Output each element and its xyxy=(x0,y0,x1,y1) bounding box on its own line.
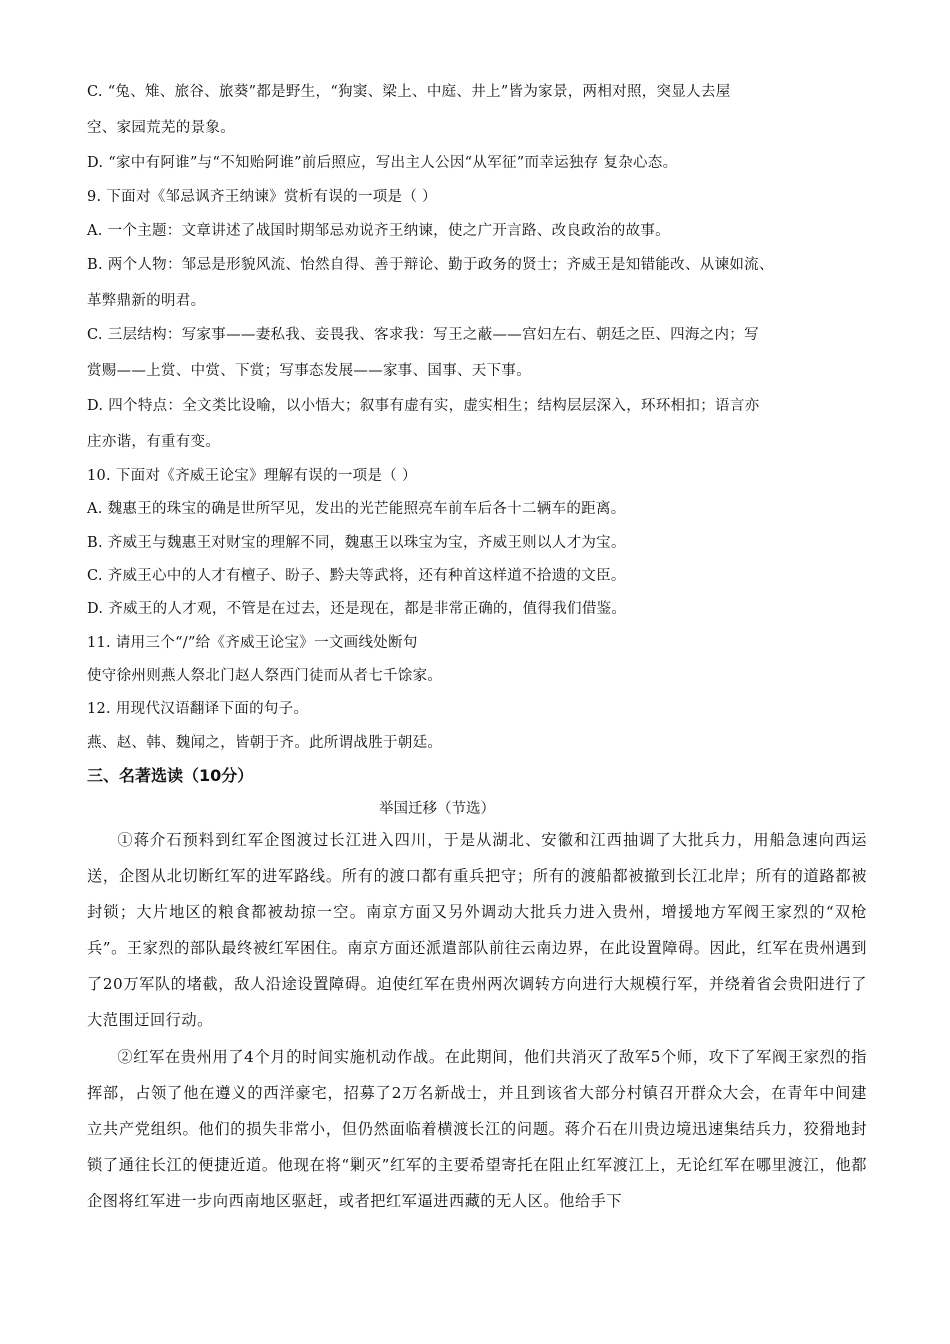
q10-stem: 10. 下面对《齐威王论宝》理解有误的一项是（ ） xyxy=(87,468,417,484)
q9-option-b-line1: B. 两个人物：邹忌是形貌风流、怡然自得、善于辩论、勤于政务的贤士；齐威王是知错能改、从谏如流、 xyxy=(87,257,774,273)
q10-option-d: D. 齐威王的人才观，不管是在过去，还是现在，都是非常正确的，值得我们借鉴。 xyxy=(87,601,627,617)
q11-text: 使守徐州则燕人祭北门赵人祭西门徒而从者七千馀家。 xyxy=(87,668,443,684)
q10-option-b: B. 齐威王与魏惠王对财宝的理解不同，魏惠王以珠宝为宝，齐威王则以人才为宝。 xyxy=(87,535,626,551)
passage-title: 举国迁移（节选） xyxy=(379,801,495,817)
q12-text: 燕、赵、韩、魏闻之，皆朝于齐。此所谓战胜于朝廷。 xyxy=(87,735,443,751)
q8-option-c-line1: C. “兔、雉、旅谷、旅葵”都是野生，“狗窦、梁上、中庭、井上”皆为家景，两相对照，突显人去屋 xyxy=(87,84,731,100)
q9-option-d-line2: 庄亦谐，有重有变。 xyxy=(87,434,221,450)
q9-option-c-line1: C. 三层结构：写家事——妻私我、妾畏我、客求我：写王之蔽——宫妇左右、朝廷之臣、四海之内；写 xyxy=(87,327,759,343)
q9-option-a: A. 一个主题：文章讲述了战国时期邹忌劝说齐王纳谏，使之广开言路、改良政治的故事。 xyxy=(87,223,670,239)
q10-option-a: A. 魏惠王的珠宝的确是世所罕见，发出的光芒能照亮车前车后各十二辆车的距离。 xyxy=(87,501,626,517)
q12-stem: 12. 用现代汉语翻译下面的句子。 xyxy=(87,701,309,717)
q10-option-c: C. 齐威王心中的人才有檀子、盼子、黔夫等武将，还有种首这样道不拾遗的文臣。 xyxy=(87,568,626,584)
passage-paragraph-1: ①蒋介石预料到红军企图渡过长江进入四川，于是从湖北、安徽和江西抽调了大批兵力，用船急速向西运送，企图从北切断红军的进军路线。所有的渡口都有重兵把守；所有的渡船都被撤到长江北岸；所有的道路都被封锁；大片地区的粮食都被劫掠一空。南京方面又另外调动大批兵力进入贵州，增援地方军阀王家烈的“双枪兵”。王家烈的部队最终被红军困住。南京方面还派遣部队前往云南边界，在此设置障碍。因此，红军在贵州遇到了20万军队的堵截，敌人沿途设置障碍。迫使红军在贵州两次调转方向进行大规模行军，并绕着省会贵阳进行了大范围迂回行动。 xyxy=(87,831,867,1029)
passage-paragraph-2: ②红军在贵州用了4个月的时间实施机动作战。在此期间，他们共消灭了敌军5个师，攻下了军阀王家烈的指挥部，占领了他在遵义的西洋豪宅，招募了2万名新战士，并且到该省大部分村镇召开群众大会，在青年中间建立共产党组织。他们的损失非常小，但仍然面临着横渡长江的问题。蒋介石在川贵边境迅速集结兵力，狡猾地封锁了通往长江的便捷近道。他现在将“剿灭”红军的主要希望寄托在阻止红军渡江上，无论红军在哪里渡江，他都企图将红军进一步向西南地区驱赶，或者把红军逼进西藏的无人区。他给手下 xyxy=(87,1048,867,1210)
q8-option-c-line2: 空、家园荒芜的景象。 xyxy=(87,120,235,136)
q11-stem: 11. 请用三个“/”给《齐威王论宝》一文画线处断句 xyxy=(87,635,418,651)
q9-stem: 9. 下面对《邹忌讽齐王纳谏》赏析有误的一项是（ ） xyxy=(87,189,437,205)
q9-option-d-line1: D. 四个特点：全文类比设喻，以小悟大；叙事有虚有实，虚实相生；结构层层深入，环环相扣；语言亦 xyxy=(87,398,760,414)
q9-option-c-line2: 赏赐——上赏、中赏、下赏；写事态发展——家事、国事、天下事。 xyxy=(87,363,531,379)
q9-option-b-line2: 革弊鼎新的明君。 xyxy=(87,293,206,309)
q8-option-d: D. “家中有阿谁”与“不知贻阿谁”前后照应，写出主人公因“从军征”而幸运独存 复杂心态。 xyxy=(87,155,678,171)
section-title: 三、名著选读（10分） xyxy=(87,766,254,785)
